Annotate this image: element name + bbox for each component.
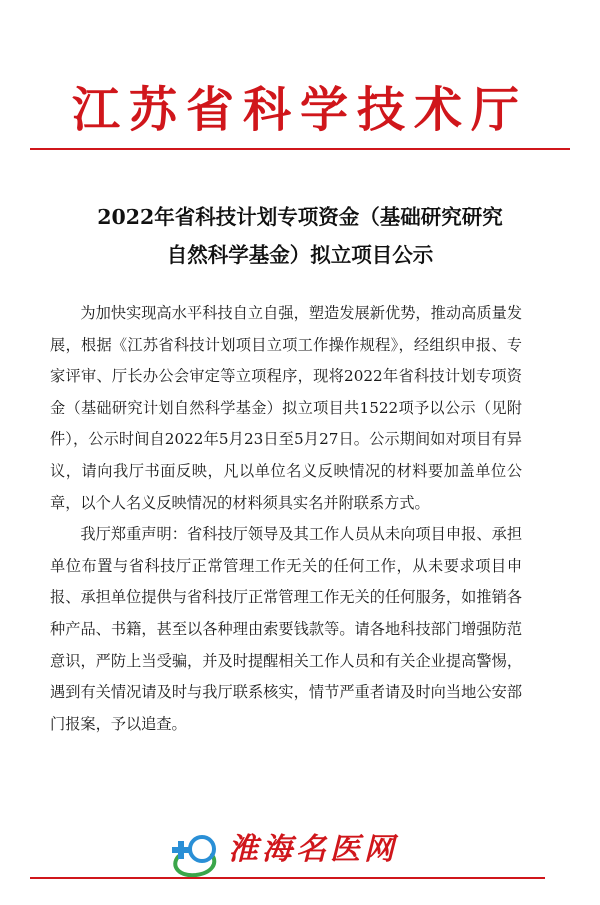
body-paragraph-declaration: 我厅郑重声明：省科技厅领导及其工作人员从未向项目申报、承担单位布置与省科技厅正常管理工作无关的任何工作，从未要求项目申报、承担单位提供与省科技厅正常管理工作无关的任何服务，如推销各种产品、书籍，甚至以各种理由索要钱款等。请各地科技部门增强防范意识，严防上当受骗，并及时提醒相关工作人员和有关企业提高警惕，遇到有关情况请及时与我厅联系核实，情节严重者请及时向当地公安部门报案，予以追查。 bbox=[50, 525, 522, 733]
title-line-1: 2022年省科技计划专项资金（基础研究研究 bbox=[97, 205, 503, 229]
document-title bbox=[60, 198, 540, 274]
footer-divider bbox=[30, 877, 545, 879]
issuer-masthead: 江苏省科学技术厅 bbox=[71, 82, 528, 138]
title-line-2: 自然科学基金）拟立项目公示 bbox=[166, 243, 434, 267]
body-paragraph-notice: 为加快实现高水平科技自立自强，塑造发展新优势，推动高质量发展，根据《江苏省科技计划项目立项工作操作规程》，经组织申报、专家评审、厅长办公会审定等立项程序，现将2022年省科技计划专项资金（基础研究计划自然科学基金）拟立项目共1522项予以公示（见附件），公示时间自2022年5月23日至5月27日。公示期间如对项目有异议，请向我厅书面反映，凡以单位名义反映情况的材料要加盖单位公章，以个人名义反映情况的材料须具实名并附联系方式。 bbox=[50, 304, 522, 512]
watermark-brand: 淮海名医网 bbox=[228, 832, 398, 867]
header-divider bbox=[30, 148, 570, 150]
medical-cross-logo-icon bbox=[162, 833, 222, 881]
document-body bbox=[50, 298, 522, 740]
